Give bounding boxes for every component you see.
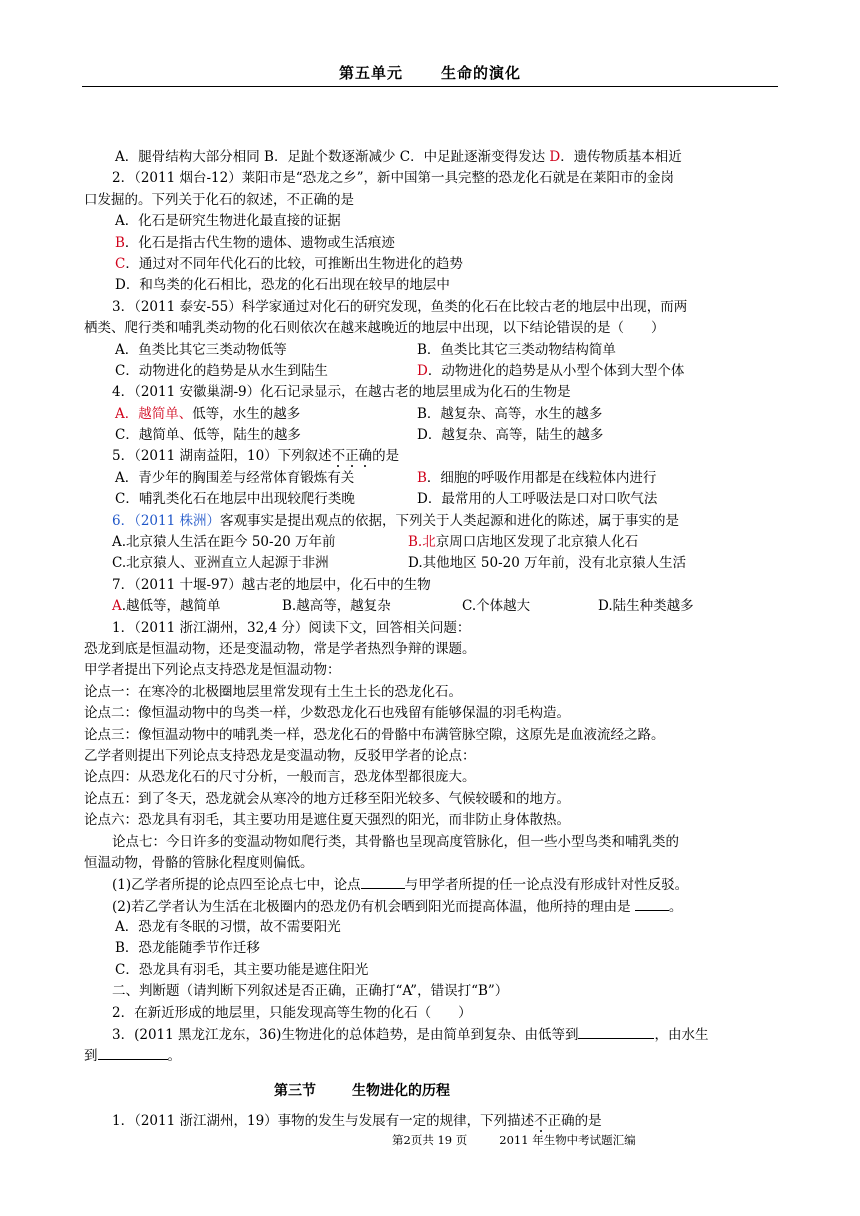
passage-line: 论点七：今日许多的变温动物如爬行类，其骨骼也呈现高度管脉化，但一些小型鸟类和哺乳类的 — [112, 833, 679, 850]
judgement-question-2: 2．在新近形成的地层里，只能发现高等生物的化石（ ） — [112, 1004, 472, 1021]
page-footer — [392, 1132, 636, 1148]
question-text: 。 — [167, 1048, 181, 1065]
q2-option-a: A．化石是研究生物进化最直接的证据 — [115, 213, 341, 230]
reading-question: 1．（2011 浙江湖州，32,4 分）阅读下文，回答相关问题： — [112, 619, 471, 636]
sub-option-b: B．恐龙能随季节作迁移 — [115, 940, 260, 957]
section-question-1 — [84, 1111, 784, 1132]
option-text: A.北京猿人生活在距今 50-20 万年前 — [112, 534, 336, 551]
q2-option-d: D．和鸟类的化石相比，恐龙的化石出现在较早的地层中 — [115, 277, 450, 294]
option-text: ．通过对不同年代化石的比较，可推断出生物进化的趋势 — [125, 255, 463, 272]
question-text: 5．（2011 湖南益阳，10）下列叙述 — [112, 448, 332, 465]
option-text: C．哺乳类化石在地层中出现较爬行类晚 — [115, 491, 355, 508]
question-3: 3．（2011 泰安-55）科学家通过对化石的研究发现，鱼类的化石在比较古老的地层中出现，而两 — [112, 298, 688, 315]
section-number: 第三节 — [274, 1082, 316, 1099]
answer-blank[interactable] — [635, 896, 669, 911]
option-text: A．腿骨结构大部分相同 B．足趾个数逐渐减少 C．中足趾逐渐变得发达 — [115, 149, 550, 165]
option-text: ．化石是指古代生物的遗体、遗物或生活痕迹 — [124, 234, 395, 251]
option-text: C.个体越大 — [462, 598, 531, 615]
q2-option-c — [84, 254, 784, 275]
passage-line: 论点一：在寒冷的北极圈地层里常发现有土生土长的恐龙化石。 — [84, 683, 462, 700]
sub-option-c: C．恐龙具有羽毛，其主要功能是遮住阳光 — [115, 961, 369, 978]
emphasis-char: 正 — [345, 448, 359, 465]
section-heading — [84, 1071, 784, 1111]
q3-options-cd — [84, 361, 784, 382]
q2-option-b — [84, 233, 784, 254]
judgement-question-3 — [84, 1024, 784, 1045]
answer-mark: D — [549, 149, 561, 165]
question-text: 与甲学者所提的任一论点没有形成针对性反驳。 — [404, 877, 689, 894]
sub-question-1 — [84, 874, 784, 895]
question-text: (1)乙学者所提的论点四至论点七中，论点 — [112, 877, 361, 894]
header-title: 生命的演化 — [441, 64, 522, 82]
question-5 — [84, 446, 784, 467]
option-text: D．最常用的人工呼吸法是口对口吹气法 — [417, 491, 658, 508]
passage-line: 甲学者提出下列论点支持恐龙是恒温动物： — [84, 662, 341, 679]
q5-options-ab — [84, 468, 784, 489]
option-text: D．越复杂、高等，陆生的越多 — [417, 427, 604, 444]
option-text: C.北京猿人、亚洲直立人起源于非洲 — [112, 555, 329, 572]
question-3-cont: 栖类、爬行类和哺乳类动物的化石则依次在越来越晚近的地层中出现，以下结论错误的是（ ） — [84, 320, 665, 337]
question-6 — [84, 511, 784, 532]
q5-options-cd — [84, 489, 784, 510]
option-text: B．鱼类比其它三类动物结构简单 — [417, 341, 616, 358]
option-text: A．青少年的胸围差与经常体育锻炼有关 — [115, 469, 355, 486]
question-text: 客观事实是提出观点的依据，下列关于人类起源和进化的陈述，属于事实的是 — [220, 512, 679, 529]
header-unit: 第五单元 — [338, 64, 403, 82]
question-2: 2．（2011 烟台-12）莱阳市是“恐龙之乡”，新中国第一具完整的恐龙化石就是在莱阳市的金岗 — [112, 170, 675, 187]
option-text: ．细胞的呼吸作用都是在线粒体内进行 — [426, 469, 657, 486]
option-text: 低等，水生的越多 — [192, 405, 301, 422]
page-header — [82, 62, 778, 83]
option-text: ．遗传物质基本相近 — [560, 149, 682, 165]
q4-options-ab — [84, 404, 784, 425]
answer-mark: B — [115, 234, 125, 251]
option-text: B.越高等，越复杂 — [282, 598, 391, 615]
q4-options-cd — [84, 425, 784, 446]
q6-options-ab — [84, 532, 784, 553]
header-divider — [82, 86, 778, 87]
question-text: 正确的是 — [547, 1112, 602, 1129]
question-7: 7．（2011 十堰-97）越古老的地层中，化石中的生物 — [112, 576, 431, 593]
footer-source: 2011 年生物中考试题汇编 — [499, 1133, 636, 1147]
question-text: 。 — [668, 898, 683, 915]
answer-mark: A．越简单、 — [115, 405, 193, 422]
answer-mark: B — [417, 469, 427, 486]
judgement-heading: 二、判断题（请判断下列叙述是否正确，正确打“A”，错误打“B”） — [112, 983, 509, 1000]
option-text: A．鱼类比其它三类动物低等 — [115, 341, 287, 358]
option-text: C．越简单、低等，陆生的越多 — [115, 427, 301, 444]
answer-mark: B.北 — [408, 534, 436, 551]
passage-line: 论点二：像恒温动物中的鸟类一样，少数恐龙化石也残留有能够保温的羽毛构造。 — [84, 705, 570, 722]
option-text: 京周口店地区发现了北京猿人化石 — [435, 534, 639, 551]
question-text: 1．（2011 浙江湖州，19）事物的发生与发展有一定的规律，下列描述 — [112, 1112, 535, 1129]
question-text: 的是 — [372, 448, 400, 465]
sub-question-2 — [84, 896, 784, 917]
emphasis-char: 不 — [534, 1112, 548, 1129]
passage-line: 论点三：像恒温动物中的哺乳类一样，恐龙化石的骨骼中布满管脉空隙，这原先是血液流经之路。 — [84, 726, 665, 743]
option-text: D.其他地区 50-20 万年前，没有北京猿人生活 — [408, 555, 687, 572]
option-text: B．越复杂、高等，水生的越多 — [417, 405, 603, 422]
answer-mark: A — [112, 598, 122, 615]
page-number: 第2页共 19 页 — [392, 1133, 468, 1147]
passage-line: 论点五：到了冬天，恐龙就会从寒冷的地方迁移至阳光较多、气候较暖和的地方。 — [84, 790, 570, 807]
answer-mark: C — [115, 255, 126, 272]
question-source: 6．（2011 株洲） — [112, 512, 220, 529]
question-text: (2)若乙学者认为生活在北极圈内的恐龙仍有机会晒到阳光而提高体温，他所持的理由是 — [112, 898, 635, 915]
question-text: 3．(2011 黑龙江龙东，36)生物进化的总体趋势，是由简单到复杂、由低等到 — [112, 1027, 579, 1044]
answer-blank[interactable] — [361, 874, 405, 889]
answer-blank[interactable] — [578, 1024, 654, 1039]
passage-line: 恐龙到底是恒温动物，还是变温动物，常是学者热烈争辩的课题。 — [84, 640, 476, 657]
judgement-question-3-cont — [84, 1045, 784, 1066]
passage-line: 论点六：恐龙具有羽毛，其主要功用是遮住夏天强烈的阳光，而非防止身体散热。 — [84, 812, 570, 829]
sub-option-a: A．恐龙有冬眠的习惯，故不需要阳光 — [115, 919, 341, 936]
question-text: 到 — [84, 1048, 98, 1065]
option-text: ．动物进化的趋势是从小型个体到大型个体 — [427, 362, 685, 379]
emphasis-char: 不 — [331, 448, 346, 465]
question-4: 4．（2011 安徽巢湖-9）化石记录显示，在越古老的地层里成为化石的生物是 — [112, 384, 571, 401]
answer-mark: D — [417, 362, 428, 379]
option-text: .越低等，越简单 — [121, 598, 221, 615]
document-body — [84, 147, 784, 1132]
q3-options-ab — [84, 340, 784, 361]
question-text: ，由水生 — [654, 1027, 709, 1044]
passage-line: 论点四：从恐龙化石的尺寸分析，一般而言，恐龙体型都很庞大。 — [84, 769, 476, 786]
question-2-cont: 口发掘的。下列关于化石的叙述，不正确的是 — [84, 191, 354, 208]
q7-options — [84, 596, 784, 617]
passage-line: 乙学者则提出下列论点支持恐龙是变温动物，反驳甲学者的论点： — [84, 747, 476, 764]
q1-options — [84, 147, 784, 168]
answer-blank[interactable] — [98, 1045, 168, 1060]
option-text: D.陆生种类越多 — [598, 598, 694, 615]
emphasis-char: 确 — [358, 448, 373, 465]
section-title: 生物进化的历程 — [352, 1082, 450, 1099]
q6-options-cd — [84, 553, 784, 574]
option-text: C．动物进化的趋势是从水生到陆生 — [115, 362, 328, 379]
passage-line: 恒温动物，骨骼的管脉化程度则偏低。 — [84, 854, 314, 871]
